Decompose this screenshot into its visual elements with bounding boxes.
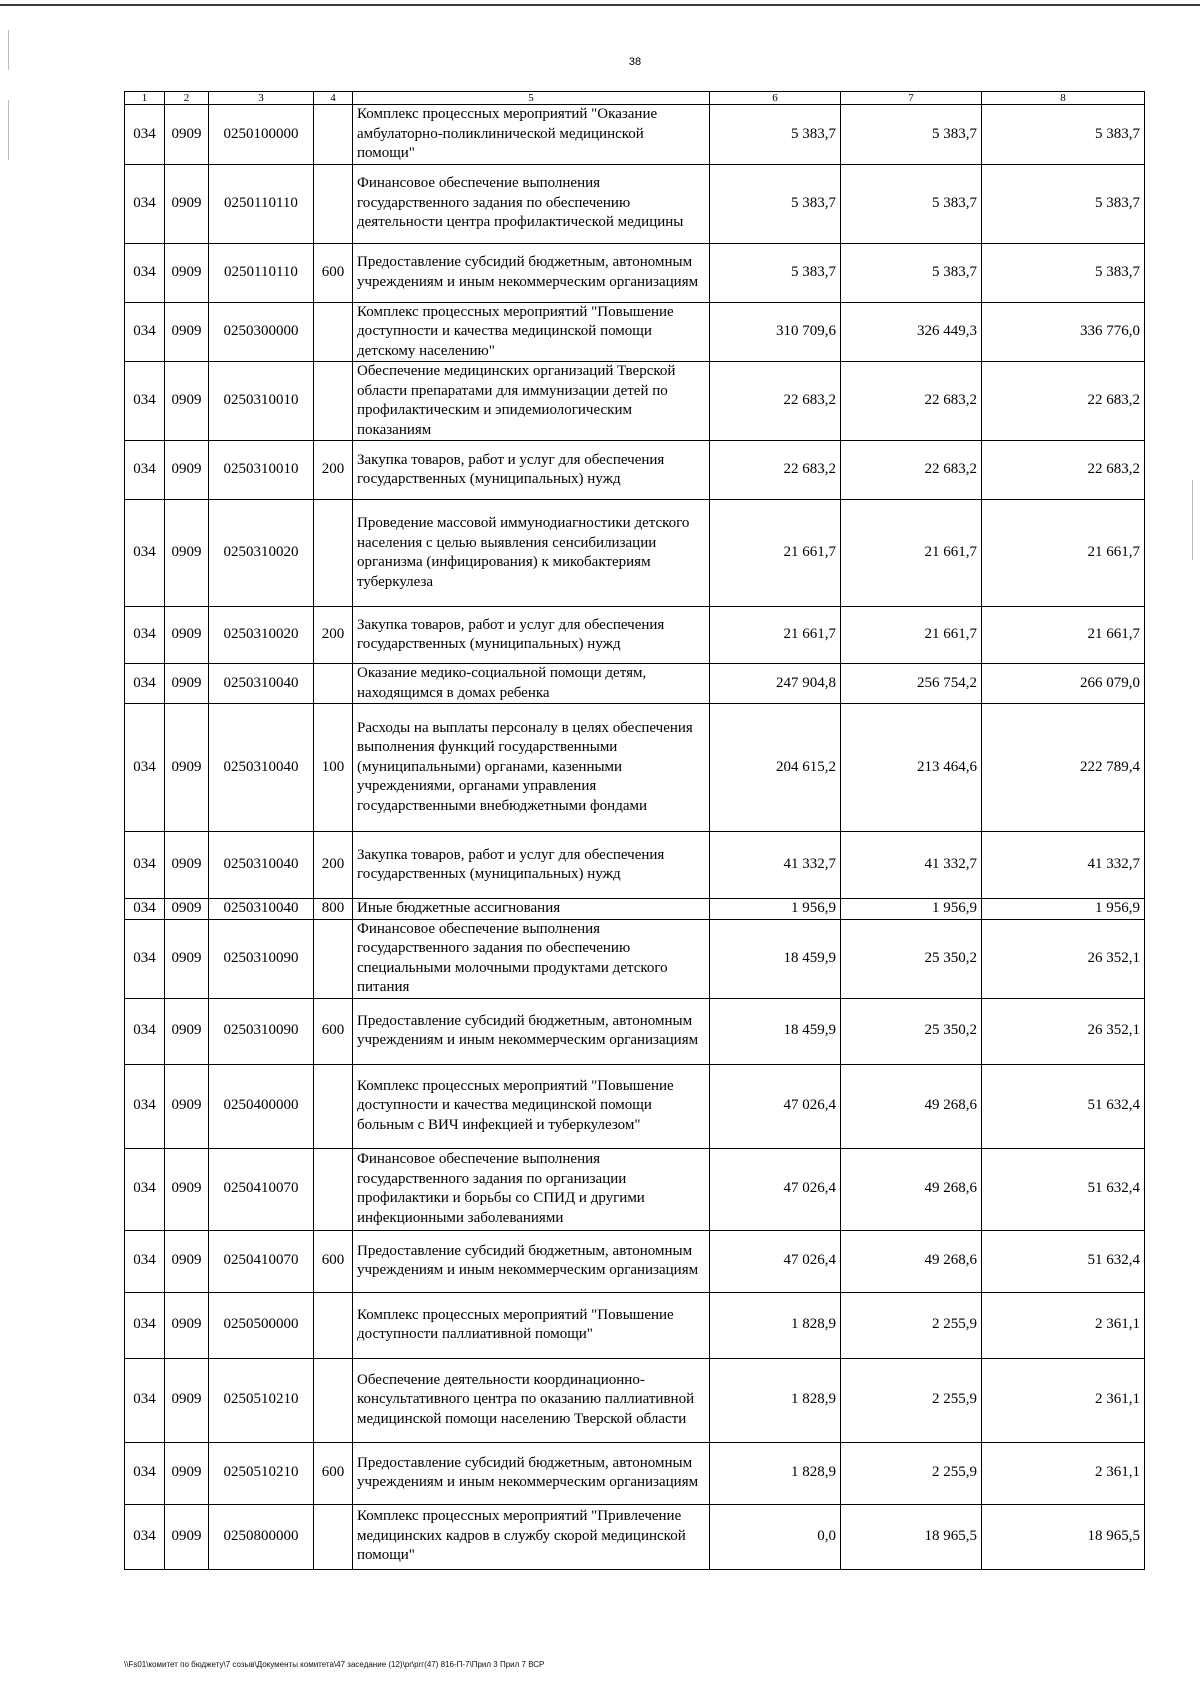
item-description: Предоставление субсидий бюджетным, автономным учреждениям и иным некоммерческим организациям <box>353 1230 710 1292</box>
section-code: 0909 <box>165 899 209 920</box>
ministry-code: 034 <box>125 164 165 243</box>
amount-col-7: 1 956,9 <box>841 899 982 920</box>
item-description: Комплекс процессных мероприятий "Повышение доступности и качества медицинской помощи детскому населению" <box>353 302 710 362</box>
amount-col-6: 47 026,4 <box>710 1230 841 1292</box>
section-code: 0909 <box>165 500 209 607</box>
amount-col-6: 21 661,7 <box>710 607 841 664</box>
expense-type-code <box>314 1064 353 1148</box>
ministry-code: 034 <box>125 1064 165 1148</box>
section-code: 0909 <box>165 1504 209 1569</box>
amount-col-6: 0,0 <box>710 1504 841 1569</box>
amount-col-6: 204 615,2 <box>710 704 841 832</box>
amount-col-6: 310 709,6 <box>710 302 841 362</box>
table-row <box>125 1442 1145 1504</box>
amount-col-7: 2 255,9 <box>841 1292 982 1358</box>
item-description: Закупка товаров, работ и услуг для обеспечения государственных (муниципальных) нужд <box>353 832 710 899</box>
section-code: 0909 <box>165 664 209 704</box>
target-article-code: 0250500000 <box>209 1292 314 1358</box>
ministry-code: 034 <box>125 441 165 500</box>
amount-col-8: 336 776,0 <box>982 302 1145 362</box>
amount-col-8: 26 352,1 <box>982 998 1145 1064</box>
amount-col-8: 22 683,2 <box>982 362 1145 441</box>
expense-type-code: 600 <box>314 1442 353 1504</box>
section-code: 0909 <box>165 362 209 441</box>
target-article-code: 0250310010 <box>209 441 314 500</box>
table-row <box>125 1358 1145 1442</box>
expense-type-code <box>314 664 353 704</box>
amount-col-7: 22 683,2 <box>841 362 982 441</box>
item-description: Комплекс процессных мероприятий "Повышение доступности и качества медицинской помощи больным с ВИЧ инфекцией и туберкулезом" <box>353 1064 710 1148</box>
target-article-code: 0250110110 <box>209 164 314 243</box>
ministry-code: 034 <box>125 243 165 302</box>
item-description: Расходы на выплаты персоналу в целях обеспечения выполнения функций государственными (муниципальными) органами, казенными учреждениями, органами управления государственными внебюджетными фондами <box>353 704 710 832</box>
amount-col-8: 22 683,2 <box>982 441 1145 500</box>
amount-col-7: 22 683,2 <box>841 441 982 500</box>
section-code: 0909 <box>165 1148 209 1230</box>
ministry-code: 034 <box>125 607 165 664</box>
amount-col-7: 326 449,3 <box>841 302 982 362</box>
expense-type-code: 600 <box>314 998 353 1064</box>
ministry-code: 034 <box>125 362 165 441</box>
amount-col-8: 2 361,1 <box>982 1292 1145 1358</box>
scan-margin-mark <box>1192 480 1193 560</box>
amount-col-6: 247 904,8 <box>710 664 841 704</box>
item-description: Финансовое обеспечение выполнения государственного задания по организации профилактики и борьбы со СПИД и другими инфекционными заболеваниями <box>353 1148 710 1230</box>
scan-top-border <box>0 4 1200 6</box>
ministry-code: 034 <box>125 1148 165 1230</box>
item-description: Обеспечение деятельности координационно-консультативного центра по оказанию паллиативной медицинской помощи населению Тверской области <box>353 1358 710 1442</box>
item-description: Закупка товаров, работ и услуг для обеспечения государственных (муниципальных) нужд <box>353 607 710 664</box>
amount-col-7: 213 464,6 <box>841 704 982 832</box>
amount-col-7: 2 255,9 <box>841 1442 982 1504</box>
expense-type-code <box>314 105 353 165</box>
amount-col-7: 25 350,2 <box>841 998 982 1064</box>
table-row <box>125 664 1145 704</box>
target-article-code: 0250100000 <box>209 105 314 165</box>
expense-type-code <box>314 919 353 998</box>
amount-col-8: 18 965,5 <box>982 1504 1145 1569</box>
header-row <box>125 92 1145 105</box>
amount-col-8: 1 956,9 <box>982 899 1145 920</box>
section-code: 0909 <box>165 302 209 362</box>
amount-col-7: 49 268,6 <box>841 1230 982 1292</box>
item-description: Иные бюджетные ассигнования <box>353 899 710 920</box>
target-article-code: 0250410070 <box>209 1148 314 1230</box>
table-row <box>125 362 1145 441</box>
item-description: Финансовое обеспечение выполнения государственного задания по обеспечению специальными молочными продуктами детского питания <box>353 919 710 998</box>
table-row <box>125 1504 1145 1569</box>
amount-col-6: 1 956,9 <box>710 899 841 920</box>
amount-col-8: 5 383,7 <box>982 164 1145 243</box>
column-header: 6 <box>710 92 841 105</box>
section-code: 0909 <box>165 1064 209 1148</box>
section-code: 0909 <box>165 164 209 243</box>
item-description: Комплекс процессных мероприятий "Привлечение медицинских кадров в службу скорой медицинской помощи" <box>353 1504 710 1569</box>
item-description: Финансовое обеспечение выполнения государственного задания по обеспечению деятельности центра профилактической медицины <box>353 164 710 243</box>
target-article-code: 0250310020 <box>209 607 314 664</box>
section-code: 0909 <box>165 704 209 832</box>
amount-col-6: 22 683,2 <box>710 441 841 500</box>
target-article-code: 0250410070 <box>209 1230 314 1292</box>
table-row <box>125 704 1145 832</box>
table-body <box>125 105 1145 1570</box>
ministry-code: 034 <box>125 919 165 998</box>
amount-col-6: 21 661,7 <box>710 500 841 607</box>
expense-type-code: 200 <box>314 607 353 664</box>
amount-col-7: 49 268,6 <box>841 1148 982 1230</box>
item-description: Закупка товаров, работ и услуг для обеспечения государственных (муниципальных) нужд <box>353 441 710 500</box>
amount-col-8: 2 361,1 <box>982 1358 1145 1442</box>
target-article-code: 0250110110 <box>209 243 314 302</box>
expense-type-code: 600 <box>314 243 353 302</box>
amount-col-6: 18 459,9 <box>710 919 841 998</box>
table-row <box>125 832 1145 899</box>
amount-col-7: 2 255,9 <box>841 1358 982 1442</box>
ministry-code: 034 <box>125 899 165 920</box>
ministry-code: 034 <box>125 1230 165 1292</box>
section-code: 0909 <box>165 832 209 899</box>
table-row <box>125 899 1145 920</box>
expense-type-code <box>314 1292 353 1358</box>
ministry-code: 034 <box>125 832 165 899</box>
amount-col-6: 5 383,7 <box>710 164 841 243</box>
column-header: 1 <box>125 92 165 105</box>
ministry-code: 034 <box>125 500 165 607</box>
amount-col-6: 41 332,7 <box>710 832 841 899</box>
amount-col-8: 2 361,1 <box>982 1442 1145 1504</box>
amount-col-8: 5 383,7 <box>982 105 1145 165</box>
amount-col-8: 21 661,7 <box>982 500 1145 607</box>
amount-col-6: 1 828,9 <box>710 1358 841 1442</box>
amount-col-7: 25 350,2 <box>841 919 982 998</box>
target-article-code: 0250310010 <box>209 362 314 441</box>
table-row <box>125 243 1145 302</box>
section-code: 0909 <box>165 1442 209 1504</box>
column-header: 2 <box>165 92 209 105</box>
ministry-code: 034 <box>125 1358 165 1442</box>
amount-col-7: 256 754,2 <box>841 664 982 704</box>
target-article-code: 0250310040 <box>209 704 314 832</box>
amount-col-7: 21 661,7 <box>841 607 982 664</box>
section-code: 0909 <box>165 998 209 1064</box>
column-header: 7 <box>841 92 982 105</box>
expense-type-code: 600 <box>314 1230 353 1292</box>
amount-col-8: 222 789,4 <box>982 704 1145 832</box>
target-article-code: 0250310040 <box>209 832 314 899</box>
target-article-code: 0250510210 <box>209 1442 314 1504</box>
ministry-code: 034 <box>125 1504 165 1569</box>
item-description: Комплекс процессных мероприятий "Оказание амбулаторно-поликлинической медицинской помощи" <box>353 105 710 165</box>
amount-col-8: 266 079,0 <box>982 664 1145 704</box>
target-article-code: 0250310020 <box>209 500 314 607</box>
amount-col-7: 18 965,5 <box>841 1504 982 1569</box>
expense-type-code: 200 <box>314 441 353 500</box>
target-article-code: 0250300000 <box>209 302 314 362</box>
target-article-code: 0250800000 <box>209 1504 314 1569</box>
table-row <box>125 105 1145 165</box>
amount-col-6: 47 026,4 <box>710 1148 841 1230</box>
amount-col-6: 22 683,2 <box>710 362 841 441</box>
expense-type-code <box>314 500 353 607</box>
section-code: 0909 <box>165 1230 209 1292</box>
amount-col-8: 51 632,4 <box>982 1148 1145 1230</box>
amount-col-8: 26 352,1 <box>982 919 1145 998</box>
expense-type-code <box>314 1148 353 1230</box>
ministry-code: 034 <box>125 1292 165 1358</box>
page-number: 38 <box>628 56 642 68</box>
section-code: 0909 <box>165 1292 209 1358</box>
section-code: 0909 <box>165 607 209 664</box>
amount-col-6: 1 828,9 <box>710 1442 841 1504</box>
amount-col-7: 21 661,7 <box>841 500 982 607</box>
amount-col-8: 21 661,7 <box>982 607 1145 664</box>
amount-col-8: 51 632,4 <box>982 1230 1145 1292</box>
column-header: 4 <box>314 92 353 105</box>
item-description: Предоставление субсидий бюджетным, автономным учреждениям и иным некоммерческим организациям <box>353 243 710 302</box>
column-header: 3 <box>209 92 314 105</box>
table-row <box>125 998 1145 1064</box>
target-article-code: 0250310040 <box>209 664 314 704</box>
amount-col-6: 5 383,7 <box>710 243 841 302</box>
item-description: Предоставление субсидий бюджетным, автономным учреждениям и иным некоммерческим организациям <box>353 998 710 1064</box>
amount-col-7: 41 332,7 <box>841 832 982 899</box>
item-description: Предоставление субсидий бюджетным, автономным учреждениям и иным некоммерческим организациям <box>353 1442 710 1504</box>
ministry-code: 034 <box>125 105 165 165</box>
ministry-code: 034 <box>125 664 165 704</box>
table-row <box>125 1148 1145 1230</box>
item-description: Комплекс процессных мероприятий "Повышение доступности паллиативной помощи" <box>353 1292 710 1358</box>
amount-col-6: 1 828,9 <box>710 1292 841 1358</box>
expense-type-code <box>314 164 353 243</box>
target-article-code: 0250310090 <box>209 919 314 998</box>
column-header: 8 <box>982 92 1145 105</box>
table-row <box>125 1292 1145 1358</box>
ministry-code: 034 <box>125 302 165 362</box>
item-description: Оказание медико-социальной помощи детям, находящимся в домах ребенка <box>353 664 710 704</box>
section-code: 0909 <box>165 1358 209 1442</box>
amount-col-7: 5 383,7 <box>841 105 982 165</box>
expense-type-code <box>314 1358 353 1442</box>
item-description: Проведение массовой иммунодиагностики детского населения с целью выявления сенсибилизации организма (инфицирования) к микобактериям туберкулеза <box>353 500 710 607</box>
table-row <box>125 607 1145 664</box>
amount-col-6: 18 459,9 <box>710 998 841 1064</box>
amount-col-6: 47 026,4 <box>710 1064 841 1148</box>
column-header: 5 <box>353 92 710 105</box>
target-article-code: 0250310040 <box>209 899 314 920</box>
expense-type-code: 800 <box>314 899 353 920</box>
amount-col-8: 5 383,7 <box>982 243 1145 302</box>
table-row <box>125 1064 1145 1148</box>
table-row <box>125 1230 1145 1292</box>
budget-table <box>124 91 1145 1570</box>
amount-col-6: 5 383,7 <box>710 105 841 165</box>
amount-col-8: 41 332,7 <box>982 832 1145 899</box>
target-article-code: 0250310090 <box>209 998 314 1064</box>
target-article-code: 0250510210 <box>209 1358 314 1442</box>
expense-type-code <box>314 302 353 362</box>
amount-col-7: 5 383,7 <box>841 243 982 302</box>
expense-type-code: 200 <box>314 832 353 899</box>
table-row <box>125 164 1145 243</box>
target-article-code: 0250400000 <box>209 1064 314 1148</box>
section-code: 0909 <box>165 105 209 165</box>
expense-type-code <box>314 362 353 441</box>
expense-type-code <box>314 1504 353 1569</box>
item-description: Обеспечение медицинских организаций Тверской области препаратами для иммунизации детей по профилактическим и эпидемиологическим показаниям <box>353 362 710 441</box>
ministry-code: 034 <box>125 998 165 1064</box>
table-row <box>125 919 1145 998</box>
amount-col-7: 49 268,6 <box>841 1064 982 1148</box>
amount-col-8: 51 632,4 <box>982 1064 1145 1148</box>
section-code: 0909 <box>165 441 209 500</box>
ministry-code: 034 <box>125 1442 165 1504</box>
table-row <box>125 302 1145 362</box>
ministry-code: 034 <box>125 704 165 832</box>
table-row <box>125 500 1145 607</box>
section-code: 0909 <box>165 919 209 998</box>
scan-margin-mark <box>8 100 9 160</box>
section-code: 0909 <box>165 243 209 302</box>
table-row <box>125 441 1145 500</box>
amount-col-7: 5 383,7 <box>841 164 982 243</box>
expense-type-code: 100 <box>314 704 353 832</box>
file-path-footer: \\Fs01\комитет по бюджету\7 созыв\Документы комитета\47 заседание (12)\pr\prг(47) 816-П-7\Прил 3 Прил 7 ВСР <box>124 1660 545 1669</box>
